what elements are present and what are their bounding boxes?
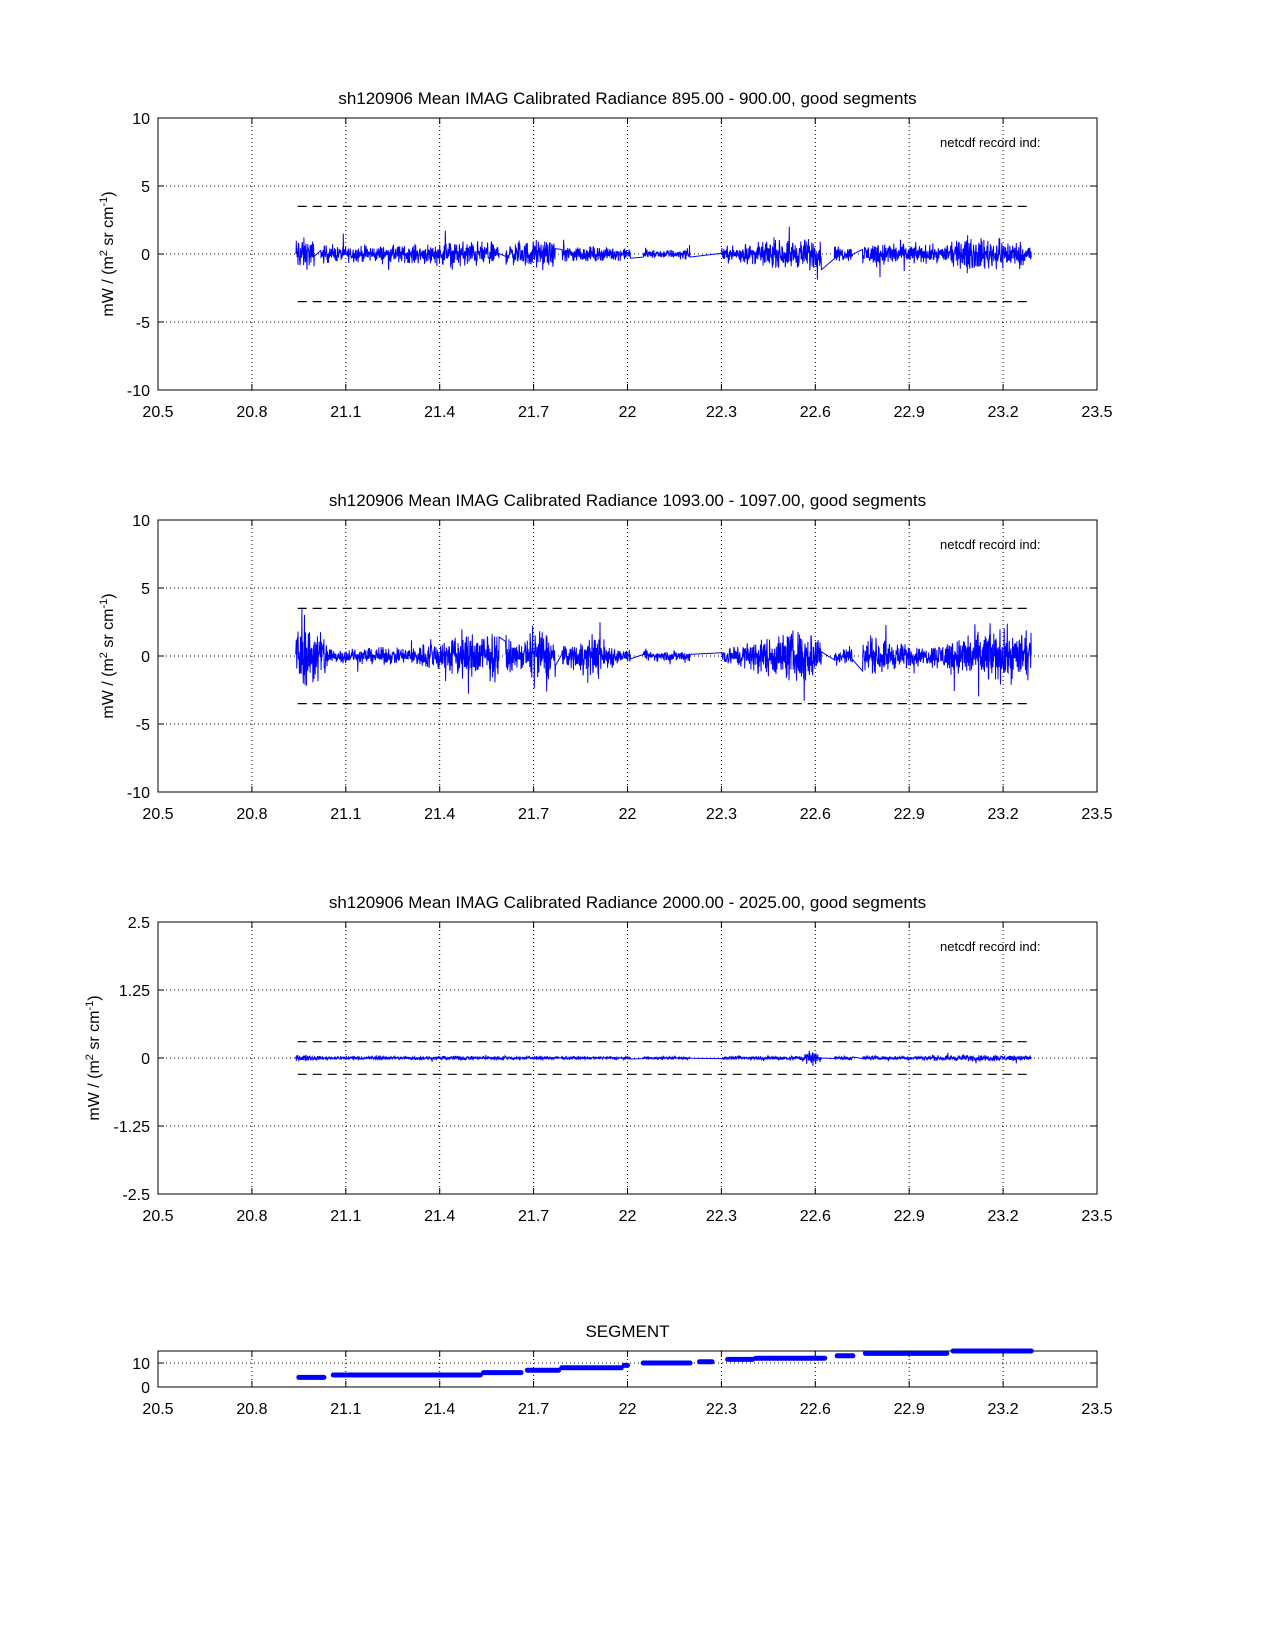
x-tick-label: 21.7	[518, 1208, 550, 1225]
y-tick-label: 10	[132, 111, 150, 128]
x-tick-label: 21.7	[518, 1401, 550, 1418]
x-tick-label: 22	[618, 404, 637, 421]
x-tick-label: 20.8	[236, 806, 268, 823]
y-tick-label: 0	[141, 247, 150, 264]
x-tick-label: 22.3	[705, 404, 737, 421]
y-tick-label: -5	[135, 717, 150, 734]
y-tick-label: 5	[141, 179, 150, 196]
x-tick-label: 21.4	[424, 1401, 456, 1418]
x-tick-label: 22.3	[705, 1208, 737, 1225]
x-tick-label: 22.9	[893, 404, 925, 421]
record-index-annotation: netcdf record ind:	[940, 537, 1041, 552]
y-tick-label: -10	[126, 785, 150, 802]
x-tick-label: 23.5	[1081, 1208, 1113, 1225]
y-tick-label: 10	[132, 513, 150, 530]
y-tick-label: 10	[132, 1356, 150, 1373]
y-tick-label: 5	[141, 581, 150, 598]
x-tick-label: 21.1	[330, 1401, 362, 1418]
x-tick-label: 22.9	[893, 1401, 925, 1418]
x-tick-label: 23.2	[987, 806, 1019, 823]
chart-title: sh120906 Mean IMAG Calibrated Radiance 895.00 - 900.00, good segments	[338, 89, 917, 108]
x-tick-label: 22.6	[799, 404, 831, 421]
x-tick-label: 20.5	[142, 1208, 174, 1225]
chart-title: sh120906 Mean IMAG Calibrated Radiance 1093.00 - 1097.00, good segments	[328, 491, 927, 510]
x-tick-label: 22	[618, 806, 637, 823]
x-tick-label: 21.7	[518, 806, 550, 823]
x-tick-label: 21.1	[330, 806, 362, 823]
x-tick-label: 21.1	[330, 1208, 362, 1225]
x-tick-label: 23.2	[987, 1401, 1019, 1418]
record-index-annotation: netcdf record ind:	[940, 135, 1041, 150]
y-tick-label: 0	[141, 1051, 150, 1068]
x-tick-label: 20.8	[236, 1401, 268, 1418]
x-tick-label: 22.9	[893, 1208, 925, 1225]
y-tick-label: -10	[126, 383, 150, 400]
y-axis-label: mW / ($m^2$ sr $cm^{-1}$)	[84, 995, 103, 1121]
chart-title: sh120906 Mean IMAG Calibrated Radiance 2000.00 - 2025.00, good segments	[328, 893, 927, 912]
y-tick-label: 0	[141, 1380, 150, 1397]
x-tick-label: 21.7	[518, 404, 550, 421]
x-tick-label: 22.6	[799, 1401, 831, 1418]
y-axis-label: mW / ($m^2$ sr $cm^{-1}$)	[98, 191, 117, 317]
y-tick-label: 2.5	[127, 915, 150, 932]
y-tick-label: 0	[141, 649, 150, 666]
x-tick-label: 22.6	[799, 1208, 831, 1225]
record-index-annotation: netcdf record ind:	[940, 939, 1041, 954]
x-tick-label: 22.9	[893, 806, 925, 823]
x-tick-label: 23.5	[1081, 806, 1113, 823]
x-tick-label: 22.3	[705, 1401, 737, 1418]
x-tick-label: 20.8	[236, 404, 268, 421]
x-tick-label: 20.5	[142, 1401, 174, 1418]
x-tick-label: 21.1	[330, 404, 362, 421]
y-tick-label: -2.5	[122, 1187, 150, 1204]
x-tick-label: 20.8	[236, 1208, 268, 1225]
y-tick-label: 1.25	[118, 983, 150, 1000]
x-tick-label: 23.2	[987, 404, 1019, 421]
x-tick-label: 22	[618, 1208, 637, 1225]
x-tick-label: 23.5	[1081, 404, 1113, 421]
x-tick-label: 23.5	[1081, 1401, 1113, 1418]
y-tick-label: -1.25	[113, 1119, 150, 1136]
x-tick-label: 22.6	[799, 806, 831, 823]
chart-title: SEGMENT	[585, 1322, 670, 1341]
x-tick-label: 20.5	[142, 404, 174, 421]
y-axis-label: mW / ($m^2$ sr $cm^{-1}$)	[98, 593, 117, 719]
x-tick-label: 21.4	[424, 806, 456, 823]
x-tick-label: 22.3	[705, 806, 737, 823]
x-tick-label: 21.4	[424, 1208, 456, 1225]
x-tick-label: 20.5	[142, 806, 174, 823]
x-tick-label: 22	[618, 1401, 637, 1418]
y-tick-label: -5	[135, 315, 150, 332]
x-tick-label: 23.2	[987, 1208, 1019, 1225]
x-tick-label: 21.4	[424, 404, 456, 421]
